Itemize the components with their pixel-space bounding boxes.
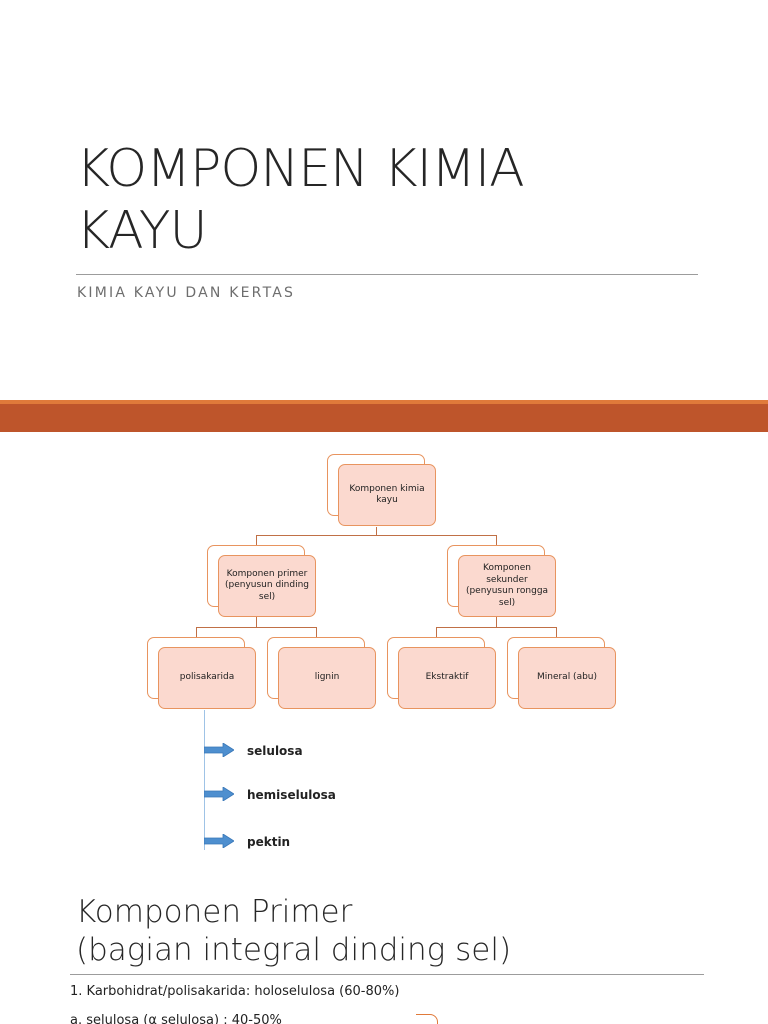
connector-to-secondary	[496, 535, 497, 545]
sub-item-pektin: pektin	[247, 835, 291, 849]
node-polisakarida-label: polisakarida	[158, 647, 256, 709]
hierarchy-diagram	[0, 432, 768, 872]
section-divider	[70, 974, 704, 975]
body-line-2: a. selulosa (α selulosa) : 40-50%	[70, 1013, 282, 1024]
section-title-line2: (bagian integral dinding sel)	[76, 932, 512, 968]
node-secondary-label: Komponen sekunder (penyusun rongga sel)	[458, 555, 556, 617]
connector-level2-left-bar	[196, 627, 317, 628]
connector-to-lignin	[316, 627, 317, 637]
arrow-right-icon	[204, 743, 234, 757]
node-primary-label: Komponen primer (penyusun dinding sel)	[218, 555, 316, 617]
section-title-line1: Komponen Primer	[76, 894, 353, 930]
section-title	[76, 893, 716, 969]
node-root-label: Komponen kimia kayu	[338, 464, 436, 526]
slide-title-line1: KOMPONEN KIMIA	[76, 139, 524, 199]
node-lignin-label: lignin	[278, 647, 376, 709]
title-slide	[0, 0, 768, 400]
arrow-right-icon	[204, 787, 234, 801]
sub-item-selulosa: selulosa	[247, 744, 303, 758]
slide-title-line2: KAYU	[76, 201, 207, 261]
connector-to-mineral	[556, 627, 557, 637]
connector-level1-bar	[256, 535, 497, 536]
slide-subtitle: KIMIA KAYU DAN KERTAS	[77, 285, 296, 301]
connector-to-polisakarida	[196, 627, 197, 637]
arrow-right-icon	[204, 834, 234, 848]
title-divider	[76, 274, 698, 275]
sub-item-hemiselulosa: hemiselulosa	[247, 788, 336, 802]
connector-polisakarida-sublist	[204, 710, 205, 850]
node-mineral-label: Mineral (abu)	[518, 647, 616, 709]
connector-level2-right-bar	[436, 627, 557, 628]
connector-to-ekstraktif	[436, 627, 437, 637]
node-ekstraktif-label: Ekstraktif	[398, 647, 496, 709]
connector-to-primary	[256, 535, 257, 545]
body-line-1: 1. Karbohidrat/polisakarida: holoselulosa (60-80%)	[70, 984, 400, 999]
slide-title	[76, 138, 716, 262]
brace-mark	[416, 1014, 438, 1024]
slide-separator-band	[0, 404, 768, 432]
connector-root-down	[376, 527, 377, 535]
